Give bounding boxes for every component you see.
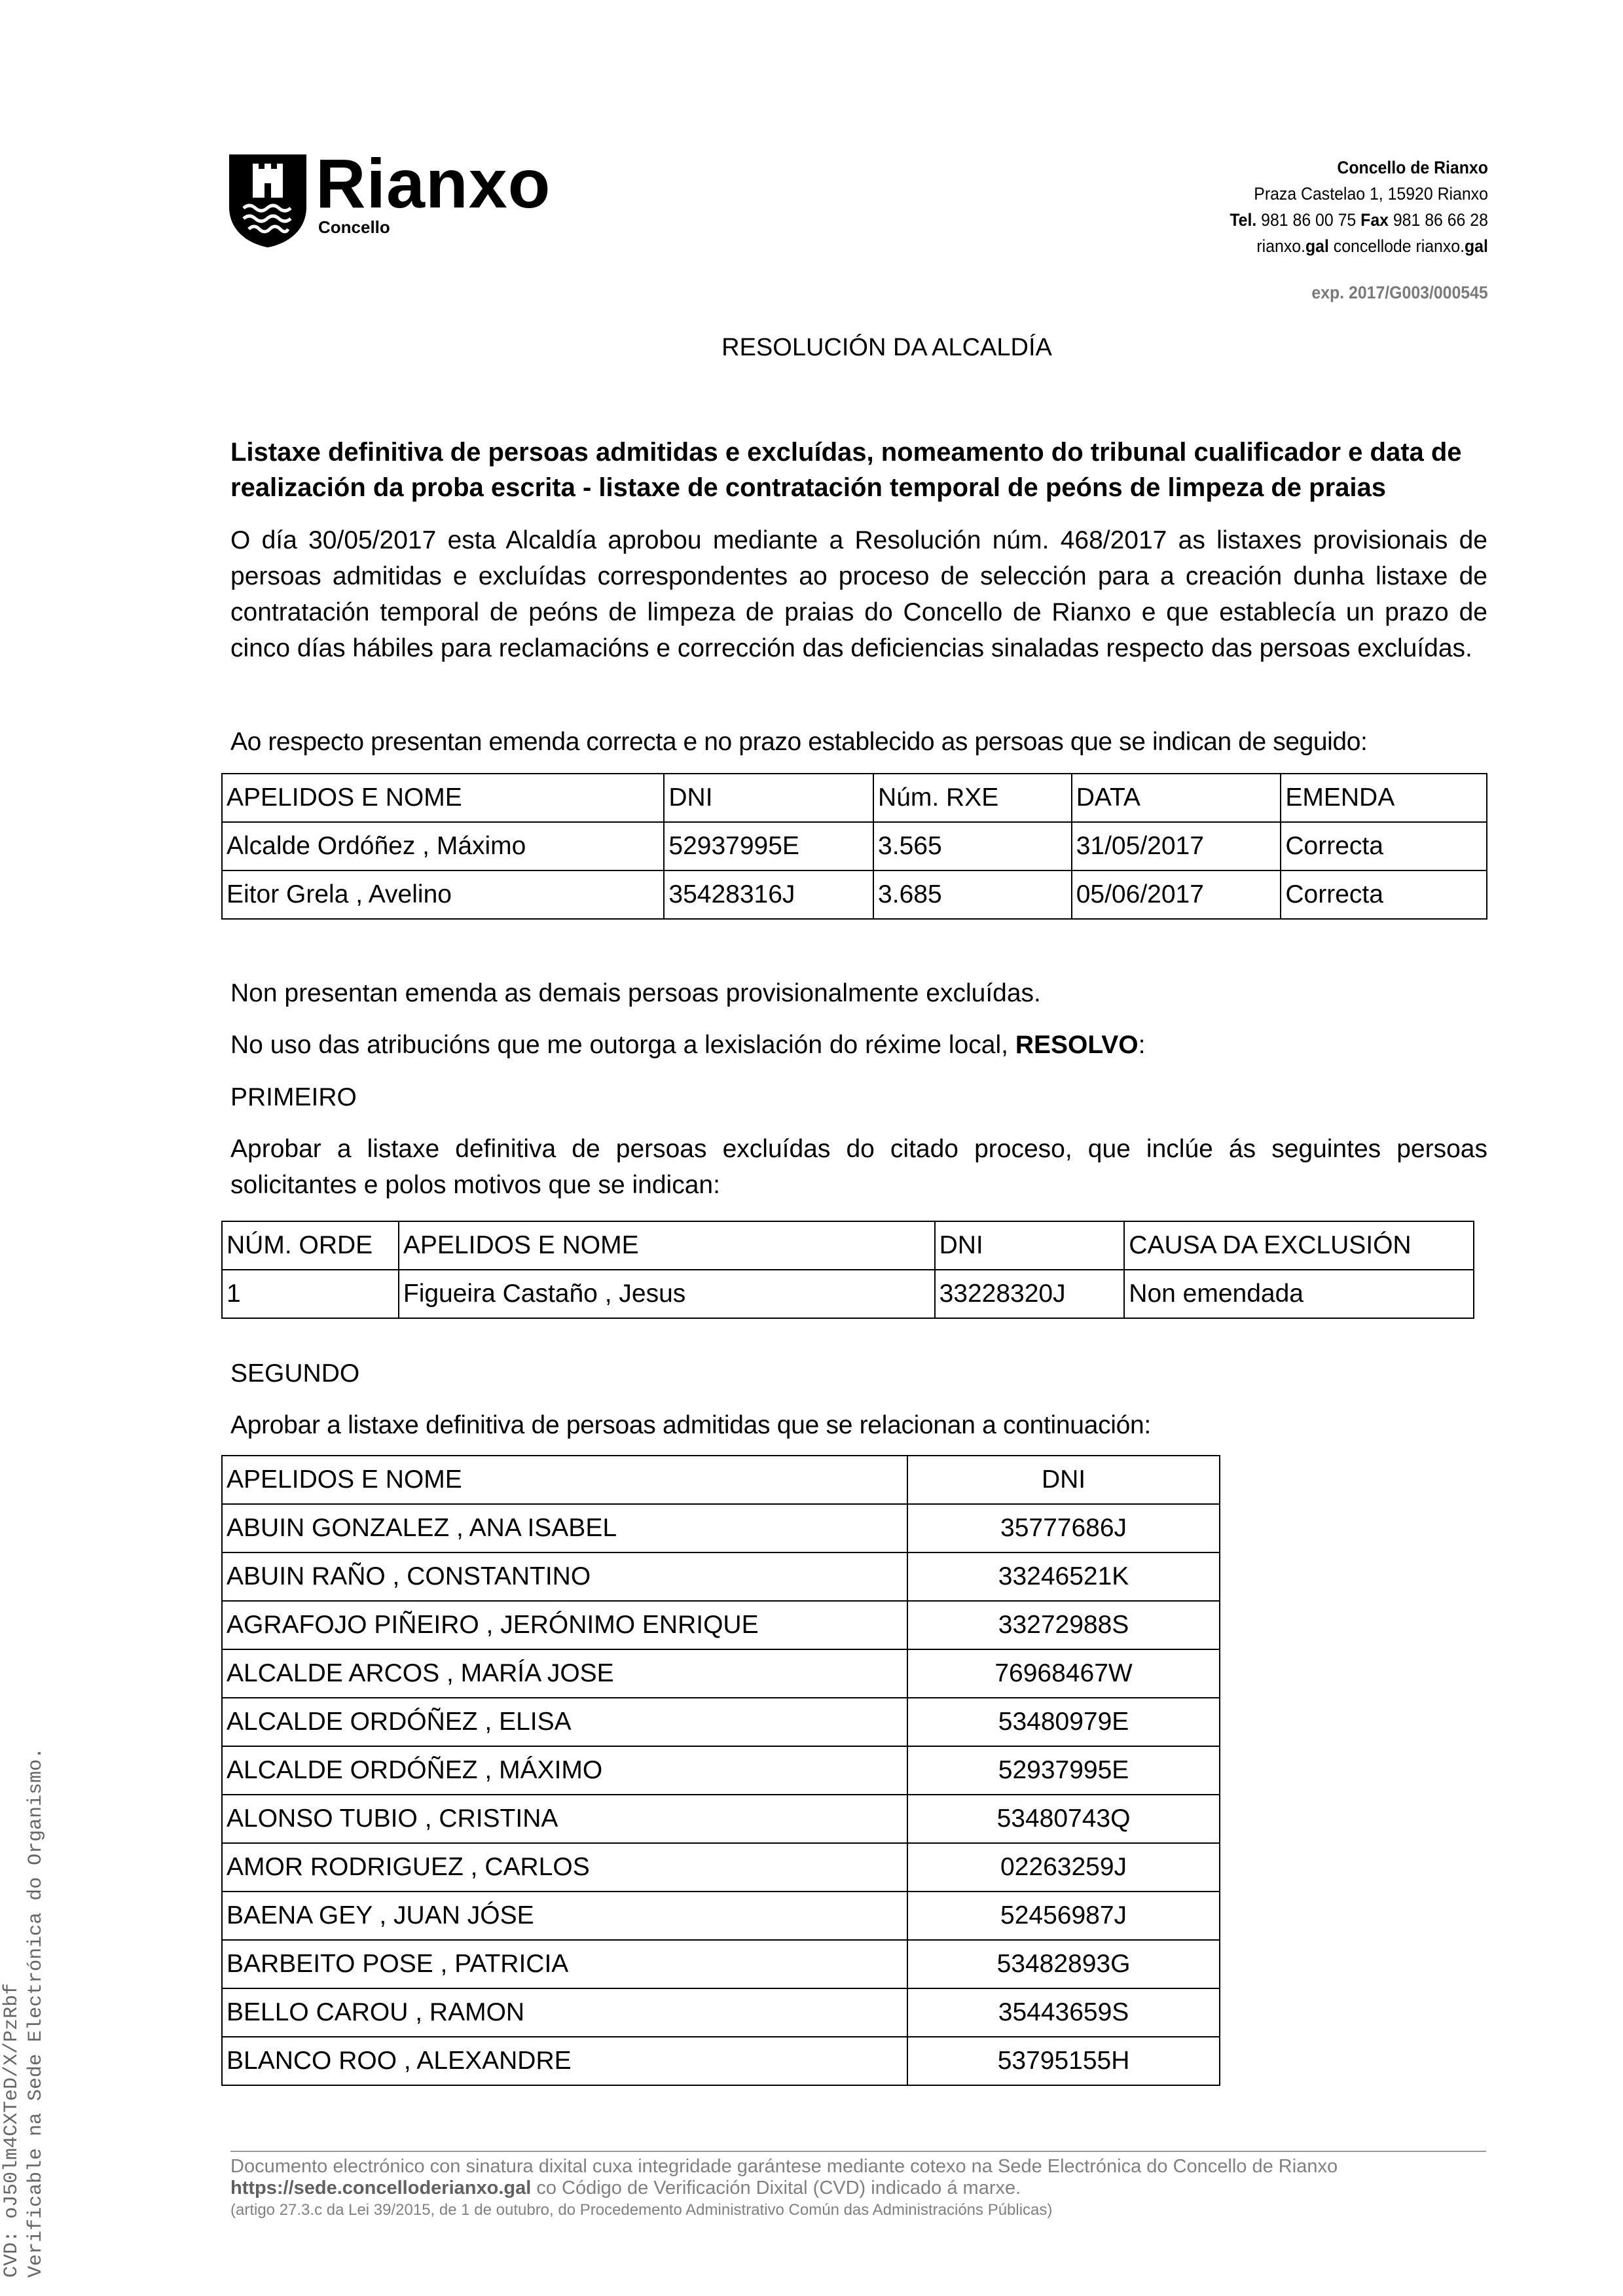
table-cell: ALCALDE ORDÓÑEZ , ELISA [222,1698,907,1746]
table-header: DNI [664,774,873,822]
web1-b: gal [1305,236,1329,256]
paragraph-intro: O día 30/05/2017 esta Alcaldía aprobou mediante a Resolución núm. 468/2017 as listaxes provisionais de persoas admitidas e excluídas correspondentes ao proceso de selección para a creación dunha listaxe de contratación temporal de peóns de limpeza de praias do Concello de Rianxo e que establecía un prazo de cinco días hábiles para reclamacións e corrección das deficiencias sinaladas respecto das persoas excluídas. [230,526,1487,662]
table-header-row [222,1221,1474,1270]
table-header: NÚM. ORDE [222,1221,399,1270]
table-cell: BAENA GEY , JUAN JÓSE [222,1892,907,1940]
resolvo-colon: : [1138,1031,1146,1059]
table-row [222,1843,1220,1892]
table-header: Núm. RXE [873,774,1072,822]
logo-sub: Concello [318,217,390,237]
table-cell: 35443659S [907,1988,1220,2037]
table-cell: 35428316J [664,870,873,919]
table-header-row [222,774,1487,822]
resolvo-word: RESOLVO [1015,1031,1139,1059]
table-header: DATA [1072,774,1281,822]
table-row [222,1892,1220,1940]
footer-line2: co Código de Verificación Dixital (CVD) indicado á marxe. [531,2178,1021,2198]
paragraph-resolvo [230,1027,1487,1063]
fax-value: 981 86 66 28 [1393,210,1488,230]
paragraph-emenda: Ao respecto presentan emenda correcta e no prazo establecido as persoas que se indican de seguido: [230,728,1368,756]
table-cell: Non emendada [1124,1270,1474,1318]
table-cell: BLANCO ROO , ALEXANDRE [222,2037,907,2085]
emenda-table [221,773,1487,920]
tel-label: Tel. [1230,210,1257,230]
table-cell: BELLO CAROU , RAMON [222,1988,907,2037]
table-header: DNI [935,1221,1125,1270]
expedient-number: exp. 2017/G003/000545 [1311,283,1488,302]
table-cell: 52937995E [907,1746,1220,1795]
heading-segundo: SEGUNDO [230,1359,360,1388]
table-cell: Correcta [1281,870,1487,919]
cvd-verify: Verificable na Sede Electrónica do Organismo. [25,1747,47,2278]
footer-url[interactable]: https://sede.concelloderianxo.gal [230,2178,532,2198]
footer-line1: Documento electrónico con sinatura dixital cuxa integridade garántese mediante cotexo na Sede Electrónica do Concello de Rianxo [230,2156,1338,2177]
table-cell: 53482893G [907,1940,1220,1988]
table-header: CAUSA DA EXCLUSIÓN [1124,1221,1474,1270]
web1-a: rianxo. [1256,236,1306,256]
table-row [222,1504,1220,1552]
table-cell: BARBEITO POSE , PATRICIA [222,1940,907,1988]
table-row [222,1552,1220,1601]
table-cell: 33246521K [907,1552,1220,1601]
table-cell: AGRAFOJO PIÑEIRO , JERÓNIMO ENRIQUE [222,1601,907,1649]
rianxo-shield-icon [229,154,306,247]
fax-label: Fax [1360,210,1389,230]
table-row [222,1940,1220,1988]
table-cell: 3.685 [873,870,1072,919]
table-row [222,1988,1220,2037]
table-cell: 53480743Q [907,1795,1220,1843]
table-cell: ABUIN GONZALEZ , ANA ISABEL [222,1504,907,1552]
table-cell: ABUIN RAÑO , CONSTANTINO [222,1552,907,1601]
table-cell: Correcta [1281,822,1487,870]
table-row [222,822,1487,870]
table-cell: 31/05/2017 [1072,822,1281,870]
tel-value: 981 86 00 75 [1261,210,1357,230]
table-cell: 52456987J [907,1892,1220,1940]
address-block [1230,154,1488,259]
table-row [222,1649,1220,1698]
table-cell: 35777686J [907,1504,1220,1552]
excluded-table [221,1221,1474,1319]
footer-divider [230,2151,1486,2152]
address-street: Praza Castelao 1, 15920 Rianxo [1254,184,1488,204]
table-cell: Figueira Castaño , Jesus [399,1270,935,1318]
table-cell: 53480979E [907,1698,1220,1746]
table-cell: Alcalde Ordóñez , Máximo [222,822,664,870]
web2-b: gal [1465,236,1488,256]
table-cell: Eitor Grela , Avelino [222,870,664,919]
table-row [222,870,1487,919]
paragraph-admitidas: Aprobar a listaxe definitiva de persoas admitidas que se relacionan a continuación: [230,1411,1151,1439]
table-cell: AMOR RODRIGUEZ , CARLOS [222,1843,907,1892]
concello-logo [229,145,570,253]
paragraph-non-emenda: Non presentan emenda as demais persoas provisionalmente excluídas. [230,979,1041,1007]
cvd-code: CVD: oJ50lm4CXTeD/X/PzRbf [1,1982,23,2278]
logo-name: Rianxo [316,145,551,223]
table-row [222,2037,1220,2085]
table-row [222,1270,1474,1318]
table-row [222,1698,1220,1746]
cvd-margin [0,1748,48,2278]
table-header-row [222,1456,1220,1504]
table-cell: 33228320J [935,1270,1125,1318]
table-header: DNI [907,1456,1220,1504]
resolvo-text: No uso das atribucións que me outorga a lexislación do réxime local, [230,1031,1015,1059]
subject-heading: Listaxe definitiva de persoas admitidas e excluídas, nomeamento do tribunal cualificador e data de realización da proba escrita - listaxe de contratación temporal de peóns de limpeza de praias [230,438,1462,502]
table-header: APELIDOS E NOME [399,1221,935,1270]
table-cell: 76968467W [907,1649,1220,1698]
web2-a: concellode rianxo. [1333,236,1465,256]
table-cell: 53795155H [907,2037,1220,2085]
table-cell: 3.565 [873,822,1072,870]
table-header: APELIDOS E NOME [222,1456,907,1504]
table-cell: 52937995E [664,822,873,870]
footer [230,2156,1501,2221]
address-org: Concello de Rianxo [1337,158,1488,177]
heading-primeiro: PRIMEIRO [230,1083,357,1111]
table-cell: 1 [222,1270,399,1318]
table-row [222,1601,1220,1649]
table-cell: 05/06/2017 [1072,870,1281,919]
table-header: APELIDOS E NOME [222,774,664,822]
table-cell: 02263259J [907,1843,1220,1892]
table-cell: ALCALDE ARCOS , MARÍA JOSE [222,1649,907,1698]
admitted-table [221,1455,1220,2086]
resolution-title: RESOLUCIÓN DA ALCALDÍA [721,334,1052,361]
table-header: EMENDA [1281,774,1487,822]
table-cell: ALONSO TUBIO , CRISTINA [222,1795,907,1843]
paragraph-excluidas: Aprobar a listaxe definitiva de persoas excluídas do citado proceso, que inclúe ás seguintes persoas solicitantes e polos motivos que se indican: [230,1135,1487,1199]
table-cell: 33272988S [907,1601,1220,1649]
footer-line3: (artigo 27.3.c da Lei 39/2015, de 1 de outubro, do Procedemento Administrativo Común das Administracións Públicas) [230,2201,1053,2219]
table-row [222,1795,1220,1843]
table-row [222,1746,1220,1795]
table-cell: ALCALDE ORDÓÑEZ , MÁXIMO [222,1746,907,1795]
